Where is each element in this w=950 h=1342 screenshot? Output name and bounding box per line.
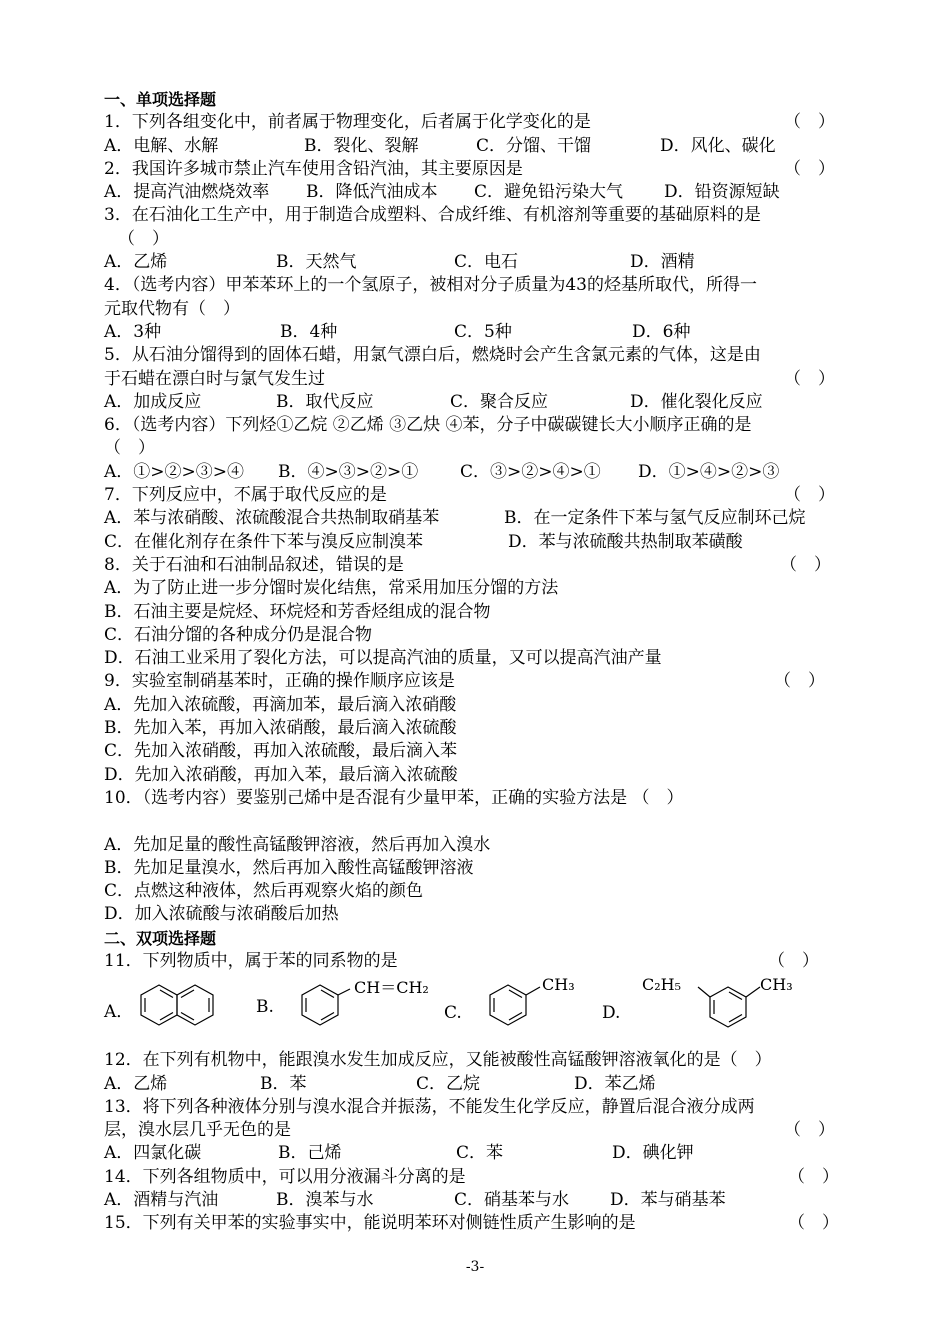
question-stem: 1．下列各组变化中，前者属于物理变化，后者属于化学变化的是 xyxy=(104,112,591,133)
answer-paren: （ ） xyxy=(768,950,819,971)
question-11 xyxy=(104,950,854,973)
answer-paren: （ ） xyxy=(784,485,835,506)
option-b: B．石油主要是烷烃、环烷烃和芳香烃组成的混合物 xyxy=(104,601,491,622)
question-stem: 2．我国许多城市禁止汽车使用含铅汽油，其主要原因是 xyxy=(104,158,523,179)
answer-paren: （ ） xyxy=(780,554,831,575)
option-b: B．裂化、裂解 xyxy=(304,135,419,156)
spacer xyxy=(104,810,854,833)
question-2 xyxy=(104,158,854,181)
option-b: B．天然气 xyxy=(276,252,357,273)
option-c: C．③>②>④>① xyxy=(460,461,601,482)
option-d: D．碘化钾 xyxy=(612,1143,694,1164)
option-d: D．6种 xyxy=(632,321,691,342)
option-a: A．3种 xyxy=(104,321,162,342)
answer-paren: （ ） xyxy=(774,671,825,692)
option-a: A．四氯化碳 xyxy=(104,1143,202,1164)
answer-paren: （ ） xyxy=(118,228,169,249)
answer-paren: （ ） xyxy=(104,438,155,459)
question-11-structures xyxy=(104,973,854,1049)
question-5-cont xyxy=(104,368,854,391)
ethyltoluene-ring xyxy=(696,973,766,1047)
question-stem: 12．在下列有机物中，能跟溴水发生加成反应，又能被酸性高锰酸钾溶液氧化的是（ ） xyxy=(104,1050,772,1071)
option-a: A．酒精与汽油 xyxy=(104,1190,219,1211)
option-d: D．石油工业采用了裂化方法，可以提高汽油的质量，又可以提高汽油产量 xyxy=(104,648,662,669)
option-c: C．硝基苯与水 xyxy=(454,1190,570,1211)
option-c: C．苯 xyxy=(456,1143,504,1164)
question-14 xyxy=(104,1166,854,1189)
question-15 xyxy=(104,1212,854,1235)
question-10 xyxy=(104,787,854,810)
option-b: B．先加足量溴水，然后再加入酸性高锰酸钾溶液 xyxy=(104,857,474,878)
option-d: D．苯乙烯 xyxy=(574,1073,656,1094)
option-c: C．聚合反应 xyxy=(450,391,549,412)
question-stem: 5．从石油分馏得到的固体石蜡，用氯气漂白后，燃烧时会产生含氯元素的气体，这是由 xyxy=(104,345,761,366)
question-stem: 9．实验室制硝基苯时，正确的操作顺序应该是 xyxy=(104,671,455,692)
question-stem: 11．下列物质中，属于苯的同系物的是 xyxy=(104,950,398,971)
option-a: A．为了防止进一步分馏时炭化结焦，常采用加压分馏的方法 xyxy=(104,578,559,599)
option-b: B．取代反应 xyxy=(276,391,374,412)
question-13 xyxy=(104,1096,854,1119)
question-1 xyxy=(104,111,854,134)
styrene-ring xyxy=(292,973,352,1047)
option-d: D．风化、碳化 xyxy=(660,135,776,156)
question-stem: 7．下列反应中，不属于取代反应的是 xyxy=(104,485,387,506)
option-d: D．①>④>②>③ xyxy=(638,461,780,482)
question-14-options xyxy=(104,1189,854,1212)
question-stem: 4．（选考内容）甲苯苯环上的一个氢原子，被相对分子质量为43的烃基所取代，所得一 xyxy=(104,275,757,296)
page-number: -3- xyxy=(465,1259,485,1275)
question-stem: 8．关于石油和石油制品叙述，错误的是 xyxy=(104,554,404,575)
option-c: C．电石 xyxy=(454,252,519,273)
option-d: D．先加入浓硝酸，再加入苯，最后滴入浓硫酸 xyxy=(104,764,458,785)
option-d-label: D. xyxy=(602,1003,621,1024)
methyl-group: CH₃ xyxy=(760,975,793,995)
question-7-options-ab xyxy=(104,507,854,530)
vinyl-group: CH＝CH₂ xyxy=(354,978,429,998)
question-stem: 13．将下列各种液体分别与溴水混合并振荡，不能发生化学反应，静置后混合液分成两 xyxy=(104,1096,755,1117)
question-5-options xyxy=(104,391,854,414)
option-a: A．乙烯 xyxy=(104,1073,168,1094)
answer-paren: （ ） xyxy=(784,1120,835,1141)
answer-paren: （ ） xyxy=(784,368,835,389)
option-c: C．5种 xyxy=(454,321,512,342)
ethyl-group: C₂H₅ xyxy=(642,975,682,995)
question-stem-cont: 于石蜡在漂白时与氯气发生过 xyxy=(104,368,325,389)
naphthalene-structure xyxy=(130,973,230,1047)
question-13-cont xyxy=(104,1119,854,1142)
option-c: C．在催化剂存在条件下苯与溴反应制溴苯 xyxy=(104,531,424,552)
question-stem: 6．（选考内容）下列烃①乙烷 ②乙烯 ③乙炔 ④苯，分子中碳碳键长大小顺序正确的是 xyxy=(104,415,752,436)
option-c: C．先加入浓硝酸，再加入浓硫酸，最后滴入苯 xyxy=(104,741,458,762)
option-d: D．铅资源短缺 xyxy=(664,182,780,203)
question-6 xyxy=(104,414,854,437)
question-3-cont xyxy=(104,228,854,251)
question-4 xyxy=(104,274,854,297)
option-c: C．石油分馏的各种成分仍是混合物 xyxy=(104,624,373,645)
option-d: D．苯与硝基苯 xyxy=(610,1190,726,1211)
option-a: A．电解、水解 xyxy=(104,135,219,156)
option-b: B．在一定条件下苯与氢气反应制环己烷 xyxy=(504,508,806,529)
option-c-label: C. xyxy=(444,1003,462,1024)
option-a: A．苯与浓硝酸、浓硫酸混合共热制取硝基苯 xyxy=(104,508,440,529)
option-a-label: A． xyxy=(104,1002,134,1023)
question-4-cont xyxy=(104,298,854,321)
toluene-ring xyxy=(480,973,544,1047)
section-heading-double-choice: 二、双项选择题 xyxy=(104,928,217,948)
option-b: B．苯 xyxy=(260,1073,307,1094)
question-stem: 3．在石油化工生产中，用于制造合成塑料、合成纤维、有机溶剂等重要的基础原料的是 xyxy=(104,205,761,226)
option-b: B．降低汽油成本 xyxy=(306,182,438,203)
question-5 xyxy=(104,344,854,367)
question-6-cont xyxy=(104,437,854,460)
question-6-options xyxy=(104,461,854,484)
question-stem-cont: 层，溴水层几乎无色的是 xyxy=(104,1120,291,1141)
question-4-options xyxy=(104,321,854,344)
answer-paren: （ ） xyxy=(788,1166,839,1187)
option-b-label: B. xyxy=(256,997,274,1018)
option-a: A．提高汽油燃烧效率 xyxy=(104,182,270,203)
option-b: B．先加入苯，再加入浓硝酸，最后滴入浓硫酸 xyxy=(104,718,457,739)
question-3-options xyxy=(104,251,854,274)
question-12-options xyxy=(104,1073,854,1096)
option-d: D．加入浓硫酸与浓硝酸后加热 xyxy=(104,904,339,925)
question-stem: 10．（选考内容）要鉴别己烯中是否混有少量甲苯，正确的实验方法是 （ ） xyxy=(104,787,684,808)
methyl-group: CH₃ xyxy=(542,975,575,995)
option-d: D．催化裂化反应 xyxy=(630,391,763,412)
option-d: D．酒精 xyxy=(630,252,695,273)
question-1-options xyxy=(104,135,854,158)
question-7-options-cd xyxy=(104,531,854,554)
option-c: C．分馏、干馏 xyxy=(476,135,592,156)
option-b: B．己烯 xyxy=(278,1143,342,1164)
option-c: C．点燃这种液体，然后再观察火焰的颜色 xyxy=(104,881,424,902)
option-b: B．④>③>②>① xyxy=(278,461,419,482)
option-a: A．①>②>③>④ xyxy=(104,461,245,482)
option-b: B．4种 xyxy=(280,321,338,342)
question-7 xyxy=(104,484,854,507)
question-13-options xyxy=(104,1142,854,1165)
option-a: A．加成反应 xyxy=(104,391,202,412)
option-b: B．溴苯与水 xyxy=(276,1190,374,1211)
answer-paren: （ ） xyxy=(788,1213,839,1234)
question-2-options xyxy=(104,181,854,204)
question-stem: 14．下列各组物质中，可以用分液漏斗分离的是 xyxy=(104,1166,466,1187)
question-3 xyxy=(104,204,854,227)
option-c: C．乙烷 xyxy=(416,1073,481,1094)
option-d: D．苯与浓硫酸共热制取苯磺酸 xyxy=(508,531,743,552)
option-a: A．先加入浓硫酸，再滴加苯，最后滴入浓硝酸 xyxy=(104,694,457,715)
answer-paren: （ ） xyxy=(784,112,835,133)
option-a: A．乙烯 xyxy=(104,252,168,273)
answer-paren: （ ） xyxy=(784,158,835,179)
section-heading-single-choice: 一、单项选择题 xyxy=(104,90,217,109)
question-8 xyxy=(104,554,854,577)
option-a: A．先加足量的酸性高锰酸钾溶液，然后再加入溴水 xyxy=(104,834,491,855)
question-12 xyxy=(104,1049,854,1072)
option-c: C．避免铅污染大气 xyxy=(474,182,624,203)
exam-page xyxy=(104,88,854,1236)
question-stem: 15．下列有关甲苯的实验事实中，能说明苯环对侧链性质产生影响的是 xyxy=(104,1213,636,1234)
question-stem-cont: 元取代物有（ ） xyxy=(104,298,240,319)
question-9 xyxy=(104,670,854,693)
